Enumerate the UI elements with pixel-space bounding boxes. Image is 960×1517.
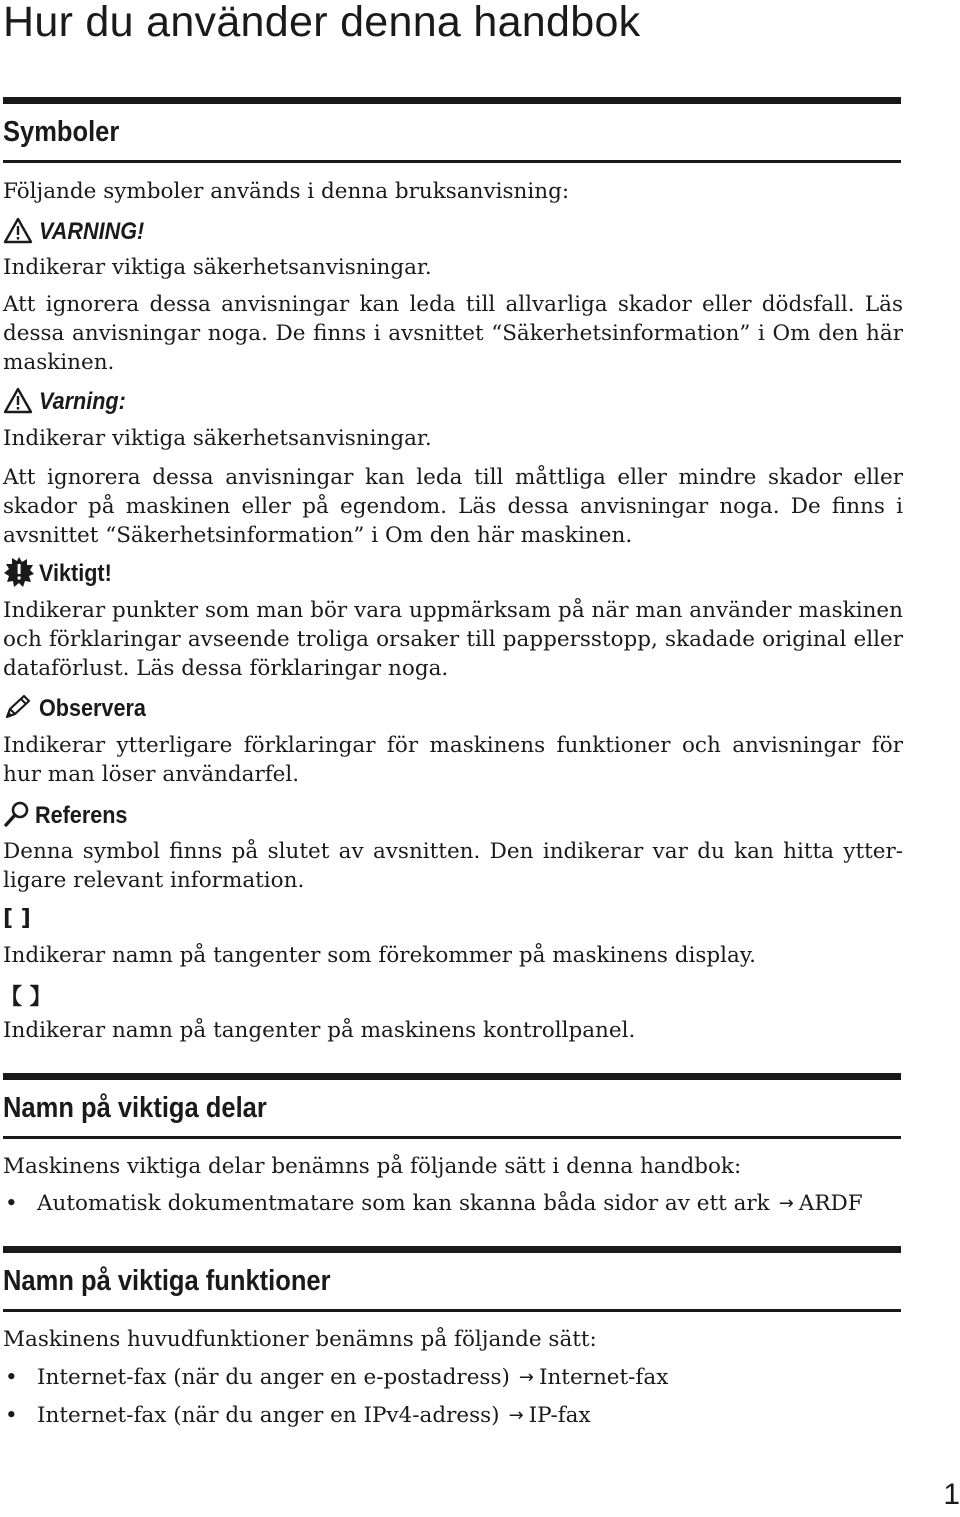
note-text: Indikerar ytterligare förklaringar för maskinens funktioner och anvisningar för hur man löser användarfel. bbox=[3, 733, 903, 787]
warning-lower-row bbox=[3, 386, 135, 418]
note-label: Observera bbox=[39, 695, 146, 722]
symbols-intro: Följande symboler används i denna bruksanvisning: bbox=[3, 179, 570, 204]
lenticular-brackets-text: Indikerar namn på tangenter på maskinens kontrollpanel. bbox=[3, 1018, 636, 1043]
section-rule-top bbox=[3, 97, 901, 104]
note-row bbox=[3, 693, 158, 725]
warning-upper-line1: Indikerar viktiga säkerhetsanvisningar. bbox=[3, 255, 432, 280]
parts-intro: Maskinens viktiga delar benämns på följande sätt i denna handbok: bbox=[3, 1154, 742, 1179]
page-title: Hur du använder denna handbok bbox=[3, 0, 641, 46]
section-rule-top bbox=[3, 1246, 901, 1253]
reference-label: Referens bbox=[35, 802, 128, 829]
square-brackets-symbol: [ ] bbox=[3, 906, 31, 931]
arrow-icon: → bbox=[508, 1405, 524, 1426]
warning-lower-line1: Indikerar viktiga säkerhetsanvisningar. bbox=[3, 426, 432, 451]
pencil-note-icon bbox=[3, 693, 33, 725]
list-item-text: Internet-fax (när du anger en e-postadress) bbox=[37, 1365, 510, 1390]
lenticular-brackets-symbol: 【 】 bbox=[0, 985, 52, 1010]
symbols-heading: Symboler bbox=[3, 116, 120, 148]
important-burst-icon bbox=[3, 556, 35, 592]
functions-intro: Maskinens huvudfunktioner benämns på följande sätt: bbox=[3, 1327, 597, 1352]
important-label: Viktigt! bbox=[39, 560, 112, 587]
section-rule-bottom bbox=[3, 1309, 901, 1312]
bullet: • bbox=[5, 1403, 18, 1428]
important-text: Indikerar punkter som man bör vara uppmärksam på när man använder maskinen och förklaringar avseende troliga orsaker till pappersstopp, skadade original eller dataförlust. Läs dessa förklaringar noga. bbox=[3, 598, 903, 681]
list-item bbox=[3, 1189, 903, 1218]
warning-triangle-icon bbox=[3, 217, 33, 248]
list-item-text: Automatisk dokumentmatare som kan skanna båda sidor av ett ark bbox=[37, 1191, 770, 1216]
parts-heading: Namn på viktiga delar bbox=[3, 1092, 267, 1124]
arrow-icon: → bbox=[778, 1193, 794, 1214]
caution-triangle-icon bbox=[3, 387, 33, 418]
square-brackets-text: Indikerar namn på tangenter som förekommer på maskinens display. bbox=[3, 943, 756, 968]
reference-text: Denna symbol finns på slutet av avsnitten. Den indikerar var du kan hitta ytterligare relevant information. bbox=[3, 839, 903, 893]
important-row bbox=[3, 558, 120, 590]
list-item bbox=[3, 1401, 903, 1430]
section-rule-bottom bbox=[3, 1136, 901, 1139]
list-item bbox=[3, 1363, 903, 1392]
section-rule-top bbox=[3, 1073, 901, 1080]
arrow-icon: → bbox=[518, 1367, 534, 1388]
warning-upper-line2: Att ignorera dessa anvisningar kan leda till allvarliga skador eller dödsfall. Läs dessa anvisningar noga. De finns i avsnittet “Säkerhetsinformation” i Om den här maskinen. bbox=[3, 292, 903, 375]
list-item-text: Internet-fax (när du anger en IPv4-adress) bbox=[37, 1403, 500, 1428]
magnifier-icon bbox=[3, 800, 31, 832]
warning-lower-label: Varning: bbox=[39, 388, 126, 415]
list-item-target: ARDF bbox=[798, 1191, 863, 1216]
reference-row bbox=[3, 800, 138, 832]
bullet: • bbox=[5, 1365, 18, 1390]
page-number: 1 bbox=[943, 1478, 960, 1511]
warning-upper-row bbox=[3, 216, 156, 248]
warning-lower-line2: Att ignorera dessa anvisningar kan leda till måttliga eller mindre skador eller skador på maskinen eller på egendom. Läs dessa anvisningar noga. De finns i avsnittet “Säkerhetsinformation” i Om den här maskinen. bbox=[3, 465, 903, 548]
list-item-target: Internet-fax bbox=[538, 1365, 669, 1390]
bullet: • bbox=[5, 1191, 18, 1216]
section-rule-bottom bbox=[3, 160, 901, 163]
warning-upper-label: VARNING! bbox=[39, 218, 145, 245]
list-item-target: IP-fax bbox=[528, 1403, 591, 1428]
functions-heading: Namn på viktiga funktioner bbox=[3, 1265, 331, 1297]
